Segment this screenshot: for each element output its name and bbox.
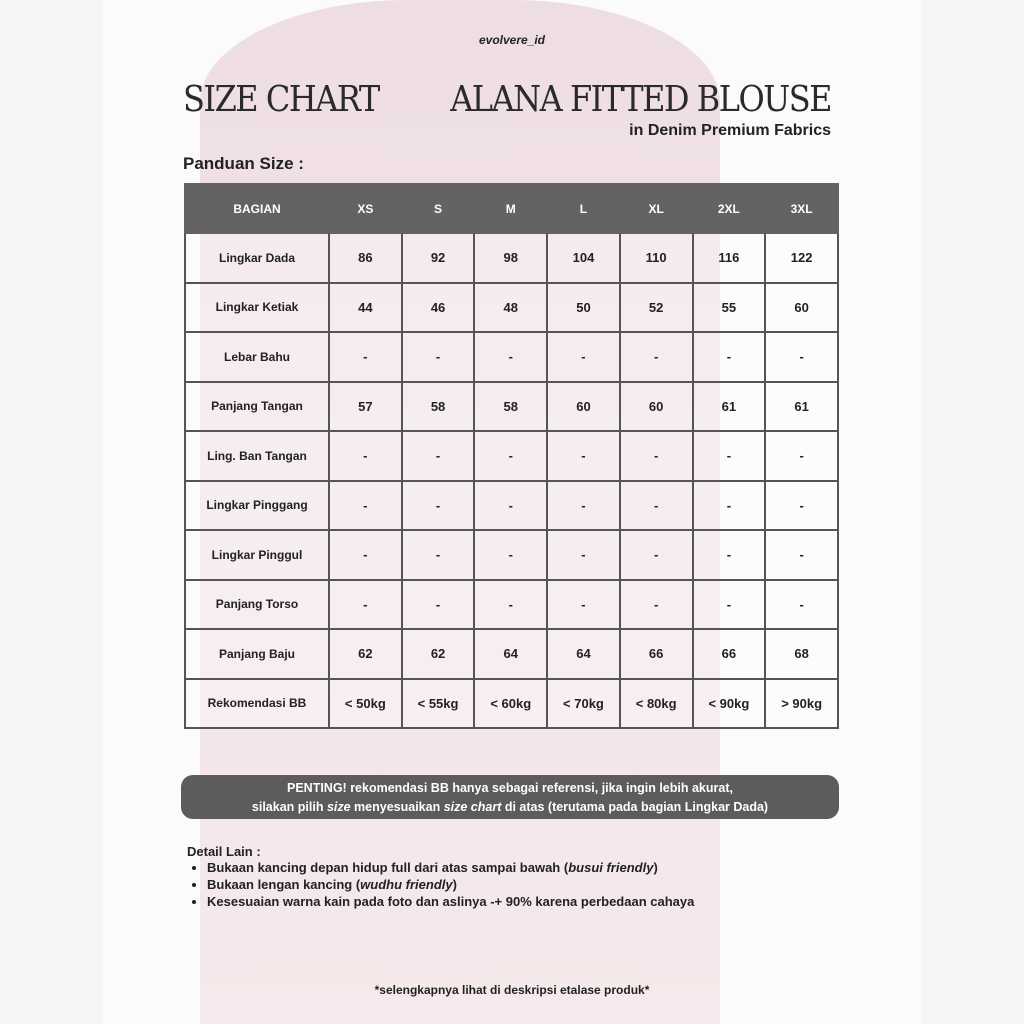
column-header: BAGIAN <box>185 184 329 233</box>
row-label: Panjang Baju <box>185 629 329 679</box>
table-cell: - <box>329 431 402 481</box>
row-label: Lingkar Pinggul <box>185 530 329 580</box>
table-cell: 52 <box>620 283 693 333</box>
table-row <box>185 382 838 432</box>
table-row <box>185 332 838 382</box>
table-cell: - <box>620 530 693 580</box>
row-label: Lingkar Pinggang <box>185 481 329 531</box>
table-cell: < 90kg <box>693 679 766 729</box>
table-cell: - <box>474 580 547 630</box>
text-segment: size <box>326 800 351 814</box>
row-label: Lingkar Dada <box>185 233 329 283</box>
table-cell: 60 <box>620 382 693 432</box>
column-header: L <box>547 184 620 233</box>
table-cell: - <box>765 530 838 580</box>
footer-note: *selengkapnya lihat di deskripsi etalase produk* <box>374 983 650 997</box>
text-segment: silakan pilih <box>251 800 327 814</box>
text-segment: busui friendly <box>568 860 654 875</box>
table-cell: 60 <box>765 283 838 333</box>
table-row <box>185 530 838 580</box>
table-header-row <box>185 184 838 233</box>
row-label: Lebar Bahu <box>185 332 329 382</box>
product-title: ALANA FITTED BLOUSE <box>450 78 831 120</box>
text-segment: size chart <box>443 800 502 814</box>
text-segment: PENTING! rekomendasi BB hanya sebagai referensi, jika ingin lebih akurat, <box>287 781 733 795</box>
text-segment: menyesuaikan <box>350 800 444 814</box>
table-cell: 64 <box>474 629 547 679</box>
table-row <box>185 679 838 729</box>
table-cell: 66 <box>693 629 766 679</box>
table-cell: < 80kg <box>620 679 693 729</box>
table-row <box>185 481 838 531</box>
row-label: Rekomendasi BB <box>185 679 329 729</box>
table-cell: 86 <box>329 233 402 283</box>
table-cell: - <box>765 431 838 481</box>
table-cell: - <box>402 580 475 630</box>
text-segment: Bukaan kancing depan hidup full dari atas sampai bawah ( <box>207 860 569 875</box>
row-label: Panjang Tangan <box>185 382 329 432</box>
table-cell: > 90kg <box>765 679 838 729</box>
table-cell: - <box>620 580 693 630</box>
table-cell: - <box>329 332 402 382</box>
table-cell: - <box>765 481 838 531</box>
table-cell: - <box>474 481 547 531</box>
table-cell: - <box>620 481 693 531</box>
table-cell: 55 <box>693 283 766 333</box>
table-cell: - <box>765 332 838 382</box>
table-cell: 58 <box>474 382 547 432</box>
detail-item <box>207 876 694 893</box>
table-cell: 122 <box>765 233 838 283</box>
detail-item <box>207 893 694 910</box>
brand-handle: evolvere_id <box>478 33 546 47</box>
column-header: S <box>402 184 475 233</box>
table-cell: - <box>620 332 693 382</box>
table-cell: 64 <box>547 629 620 679</box>
table-cell: - <box>547 332 620 382</box>
table-row <box>185 431 838 481</box>
table-cell: 68 <box>765 629 838 679</box>
table-cell: 44 <box>329 283 402 333</box>
table-cell: - <box>765 580 838 630</box>
table-cell: - <box>474 431 547 481</box>
table-cell: < 70kg <box>547 679 620 729</box>
table-cell: - <box>693 580 766 630</box>
table-cell: 58 <box>402 382 475 432</box>
row-label: Lingkar Ketiak <box>185 283 329 333</box>
table-cell: 110 <box>620 233 693 283</box>
table-cell: < 60kg <box>474 679 547 729</box>
text-segment: wudhu friendly <box>360 877 453 892</box>
table-cell: - <box>474 332 547 382</box>
table-cell: 46 <box>402 283 475 333</box>
table-cell: 62 <box>402 629 475 679</box>
table-row <box>185 283 838 333</box>
table-cell: 104 <box>547 233 620 283</box>
text-segment: ) <box>452 877 457 892</box>
table-cell: - <box>693 481 766 531</box>
table-cell: < 55kg <box>402 679 475 729</box>
table-row <box>185 233 838 283</box>
table-cell: - <box>547 481 620 531</box>
size-chart-title: SIZE CHART <box>183 78 379 120</box>
table-cell: 61 <box>693 382 766 432</box>
table-row <box>185 629 838 679</box>
row-label: Ling. Ban Tangan <box>185 431 329 481</box>
notice-line <box>181 798 839 817</box>
table-cell: - <box>693 431 766 481</box>
column-header: XS <box>329 184 402 233</box>
table-cell: - <box>402 530 475 580</box>
table-cell: - <box>329 580 402 630</box>
table-cell: - <box>474 530 547 580</box>
product-subtitle: in Denim Premium Fabrics <box>629 122 831 139</box>
table-cell: - <box>547 530 620 580</box>
text-segment: Bukaan lengan kancing ( <box>207 877 361 892</box>
table-cell: 60 <box>547 382 620 432</box>
table-cell: 57 <box>329 382 402 432</box>
table-cell: 62 <box>329 629 402 679</box>
details-title: Detail Lain : <box>187 844 261 859</box>
table-cell: - <box>329 481 402 531</box>
column-header: 2XL <box>693 184 766 233</box>
column-header: XL <box>620 184 693 233</box>
table-cell: 61 <box>765 382 838 432</box>
table-cell: - <box>329 530 402 580</box>
table-cell: 50 <box>547 283 620 333</box>
detail-item <box>207 859 694 876</box>
column-header: M <box>474 184 547 233</box>
other-details <box>187 844 694 910</box>
text-segment: ) <box>653 860 658 875</box>
table-cell: - <box>620 431 693 481</box>
column-header: 3XL <box>765 184 838 233</box>
table-cell: - <box>693 332 766 382</box>
text-segment: Kesesuaian warna kain pada foto dan aslinya -+ 90% karena perbedaan cahaya <box>207 894 695 909</box>
size-table <box>184 183 839 729</box>
details-list <box>187 859 694 910</box>
table-cell: 98 <box>474 233 547 283</box>
text-segment: di atas (terutama pada bagian Lingkar Dada) <box>501 800 769 814</box>
table-cell: 92 <box>402 233 475 283</box>
table-cell: - <box>547 580 620 630</box>
table-cell: 66 <box>620 629 693 679</box>
row-label: Panjang Torso <box>185 580 329 630</box>
table-cell: - <box>693 530 766 580</box>
table-cell: 116 <box>693 233 766 283</box>
table-row <box>185 580 838 630</box>
important-notice <box>181 775 839 819</box>
table-cell: - <box>402 431 475 481</box>
table-cell: - <box>402 481 475 531</box>
notice-line <box>181 779 839 798</box>
table-cell: - <box>547 431 620 481</box>
table-cell: < 50kg <box>329 679 402 729</box>
table-cell: - <box>402 332 475 382</box>
table-cell: 48 <box>474 283 547 333</box>
size-guide-label: Panduan Size : <box>183 154 304 173</box>
